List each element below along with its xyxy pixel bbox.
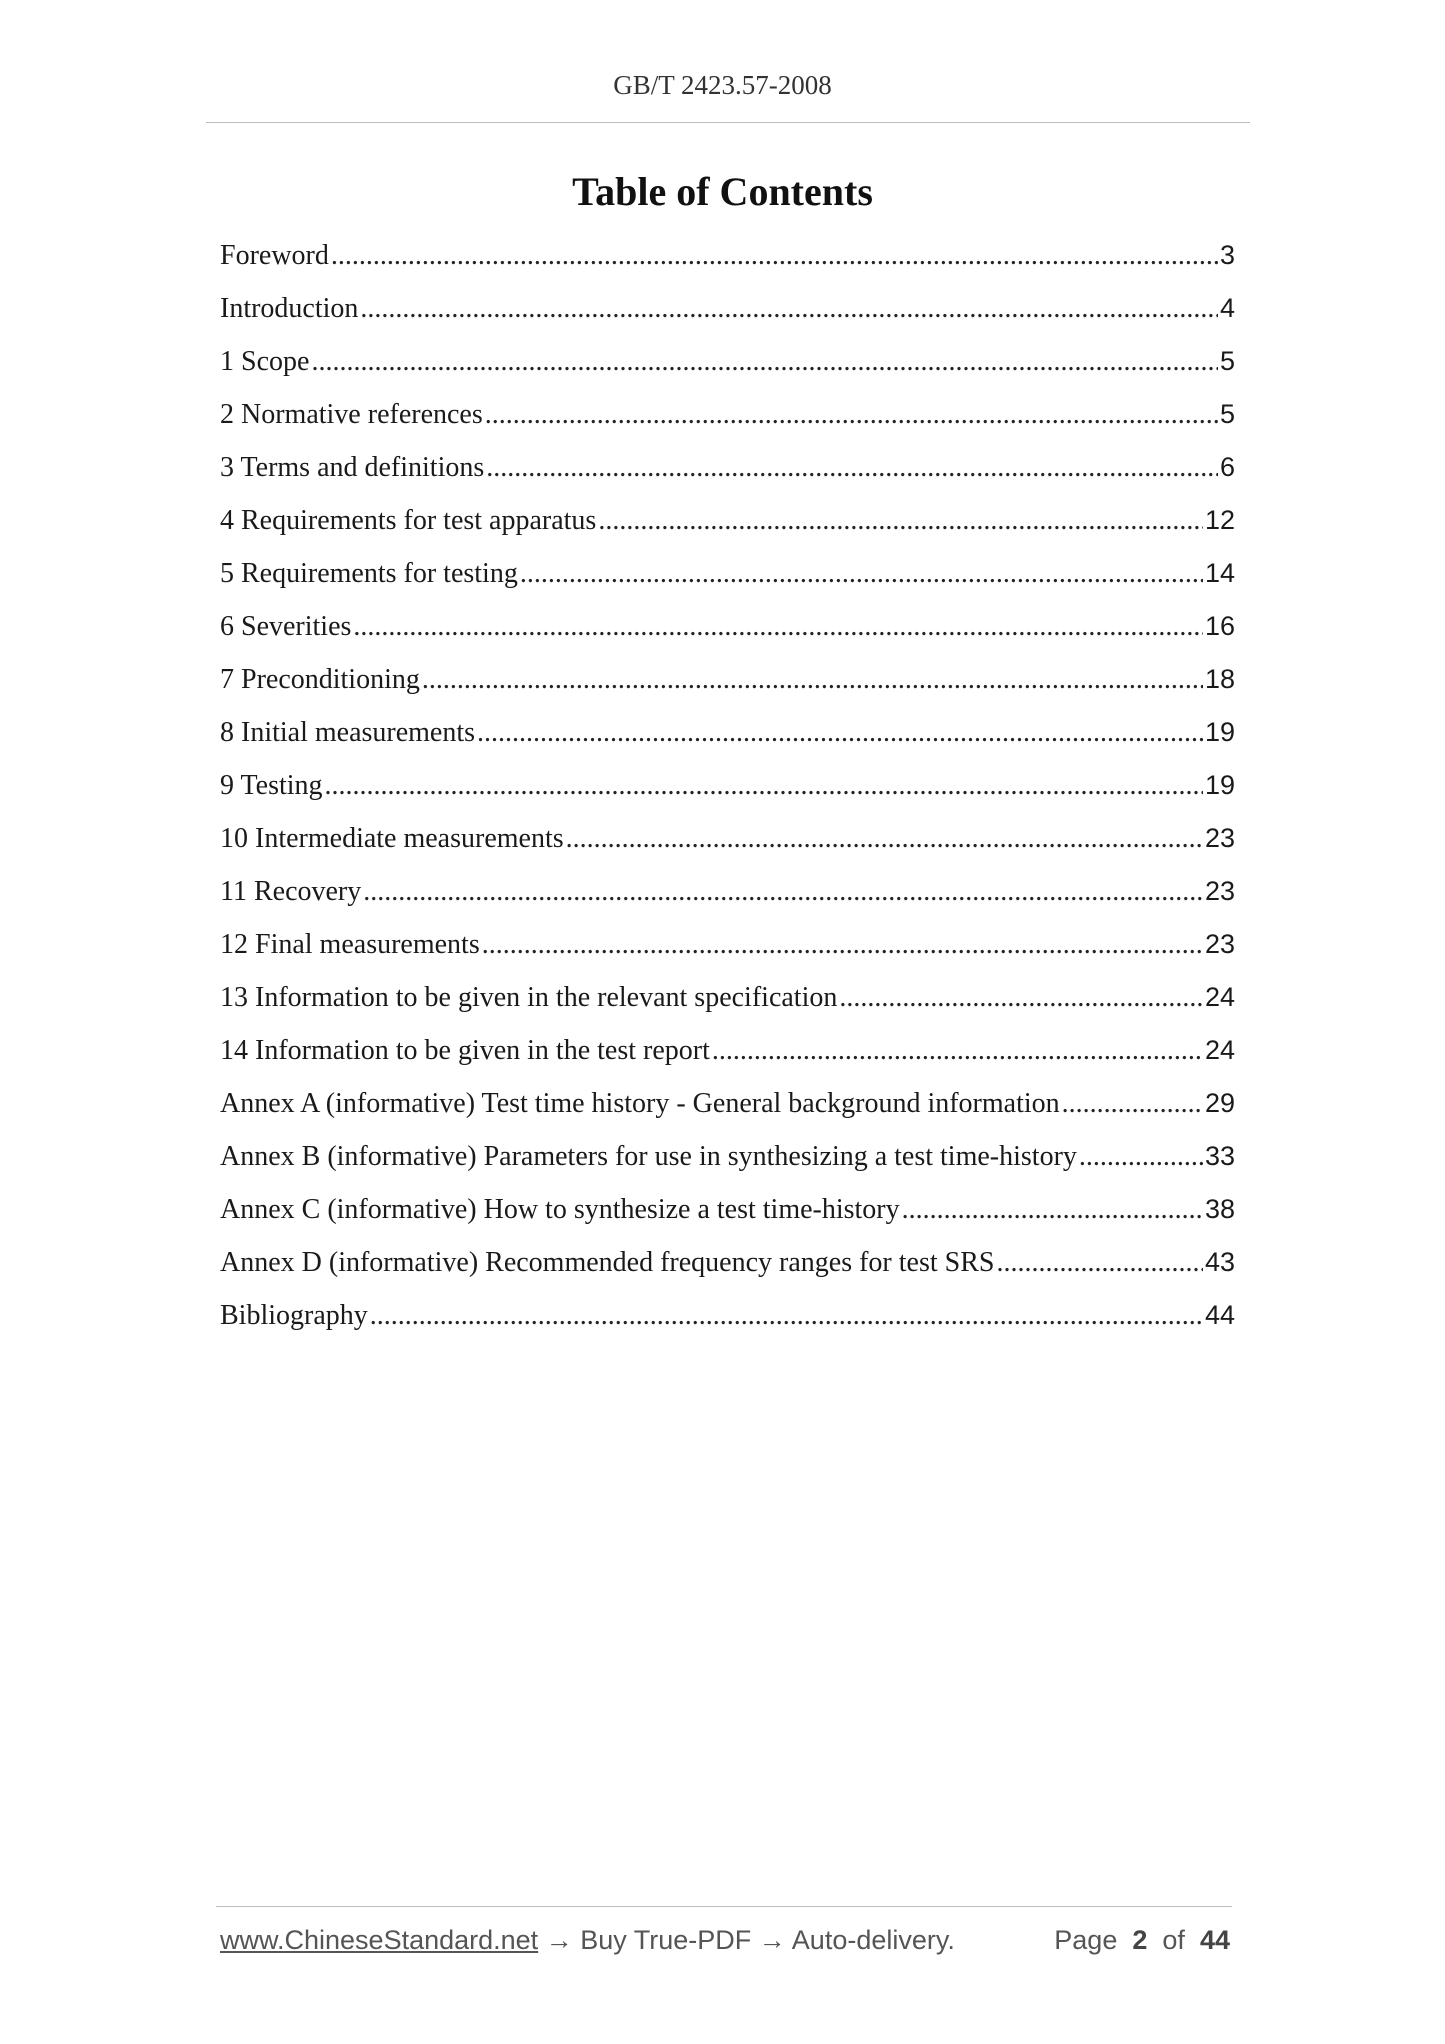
toc-dot-leader xyxy=(996,1247,1203,1279)
toc-entry-label: 7 Preconditioning xyxy=(220,664,420,695)
of-word: of xyxy=(1162,1925,1185,1955)
toc-entry[interactable] xyxy=(220,1088,1235,1141)
toc-entry[interactable] xyxy=(220,558,1235,611)
footer-promo xyxy=(220,1925,955,1956)
toc-entry[interactable] xyxy=(220,1247,1235,1300)
toc-dot-leader xyxy=(839,982,1203,1014)
toc-entry-page-number: 38 xyxy=(1204,1194,1235,1224)
toc-entry-page-number: 6 xyxy=(1219,452,1235,482)
toc-entry-label: 1 Scope xyxy=(220,346,310,377)
toc-dot-leader xyxy=(482,929,1203,961)
toc-entry[interactable] xyxy=(220,346,1235,399)
toc-entry-label: 12 Final measurements xyxy=(220,929,480,960)
toc-entry-label: 6 Severities xyxy=(220,611,352,642)
toc-entry[interactable] xyxy=(220,611,1235,664)
toc-entry[interactable] xyxy=(220,823,1235,876)
toc-entry[interactable] xyxy=(220,505,1235,558)
toc-entry-label: Introduction xyxy=(220,293,359,324)
toc-entry-label: Foreword xyxy=(220,240,329,271)
toc-entry-label: Annex D (informative) Recommended frequency ranges for test SRS xyxy=(220,1247,995,1278)
toc-entry-label: 11 Recovery xyxy=(220,876,362,907)
toc-entry[interactable] xyxy=(220,1035,1235,1088)
footer-divider xyxy=(216,1906,1232,1907)
toc-entry-page-number: 14 xyxy=(1204,558,1235,588)
toc-entry[interactable] xyxy=(220,982,1235,1035)
toc-entry[interactable] xyxy=(220,1141,1235,1194)
toc-entry-page-number: 23 xyxy=(1204,876,1235,906)
toc-dot-leader xyxy=(902,1194,1203,1226)
toc-entry-label: 8 Initial measurements xyxy=(220,717,476,748)
toc-entry-label: 13 Information to be given in the relevant specification xyxy=(220,982,838,1013)
page-counter xyxy=(1054,1925,1230,1956)
toc-dot-leader xyxy=(360,293,1218,325)
toc-dot-leader xyxy=(477,717,1203,749)
toc-entry-page-number: 4 xyxy=(1219,293,1235,323)
toc-dot-leader xyxy=(325,770,1203,802)
arrow-icon: → xyxy=(545,1925,573,1955)
toc-dot-leader xyxy=(311,346,1218,378)
delivery-text: Auto-delivery. xyxy=(791,1925,955,1955)
toc-entry-label: Bibliography xyxy=(220,1300,368,1331)
toc-entry-page-number: 3 xyxy=(1219,240,1235,270)
toc-entry-page-number: 12 xyxy=(1204,505,1235,535)
arrow-icon: → xyxy=(758,1925,786,1955)
toc-entry-page-number: 19 xyxy=(1204,717,1235,747)
toc-entry[interactable] xyxy=(220,293,1235,346)
toc-entry[interactable] xyxy=(220,240,1235,293)
toc-dot-leader xyxy=(486,452,1218,484)
toc-dot-leader xyxy=(422,664,1203,696)
toc-entry-page-number: 5 xyxy=(1219,399,1235,429)
toc-title: Table of Contents xyxy=(572,169,873,214)
toc-entry[interactable] xyxy=(220,770,1235,823)
toc-entry-page-number: 43 xyxy=(1204,1247,1235,1277)
toc-entry-page-number: 19 xyxy=(1204,770,1235,800)
toc-entry-page-number: 33 xyxy=(1204,1141,1235,1171)
toc-entry-page-number: 5 xyxy=(1219,346,1235,376)
toc-entry[interactable] xyxy=(220,1194,1235,1247)
toc-entry[interactable] xyxy=(220,929,1235,982)
toc-entry-label: 3 Terms and definitions xyxy=(220,452,485,483)
toc-entry[interactable] xyxy=(220,399,1235,452)
toc-dot-leader xyxy=(598,505,1203,537)
toc-entry-page-number: 23 xyxy=(1204,823,1235,853)
page-word: Page xyxy=(1054,1925,1118,1955)
toc-entry-page-number: 29 xyxy=(1204,1088,1235,1118)
toc-entry-label: Annex C (informative) How to synthesize a test time-history xyxy=(220,1194,900,1225)
toc-dot-leader xyxy=(1079,1141,1203,1173)
toc-entry[interactable] xyxy=(220,717,1235,770)
toc-dot-leader xyxy=(566,823,1203,855)
toc-dot-leader xyxy=(370,1300,1203,1332)
toc-entry-label: 9 Testing xyxy=(220,770,323,801)
website-link[interactable]: www.ChineseStandard.net xyxy=(220,1925,539,1955)
toc-entry-page-number: 18 xyxy=(1204,664,1235,694)
toc-entry-label: 5 Requirements for testing xyxy=(220,558,518,589)
toc-dot-leader xyxy=(485,399,1218,431)
toc-entry-label: Annex A (informative) Test time history - General background information xyxy=(220,1088,1060,1119)
header-divider xyxy=(206,122,1250,123)
toc-entry-page-number: 24 xyxy=(1204,1035,1235,1065)
toc-entry-label: 2 Normative references xyxy=(220,399,483,430)
toc-dot-leader xyxy=(1062,1088,1203,1120)
buy-text: Buy True-PDF xyxy=(580,1925,752,1955)
toc-dot-leader xyxy=(520,558,1203,590)
toc-entry[interactable] xyxy=(220,664,1235,717)
toc-dot-leader xyxy=(363,876,1203,908)
toc-dot-leader xyxy=(353,611,1203,643)
toc-dot-leader xyxy=(712,1035,1203,1067)
toc-dot-leader xyxy=(331,240,1218,272)
toc-entry-label: 14 Information to be given in the test report xyxy=(220,1035,710,1066)
toc-entry-page-number: 16 xyxy=(1204,611,1235,641)
document-header: GB/T 2423.57-2008 xyxy=(613,70,832,100)
toc-entry[interactable] xyxy=(220,876,1235,929)
toc-entry-page-number: 23 xyxy=(1204,929,1235,959)
toc-entry[interactable] xyxy=(220,452,1235,505)
toc-entry-page-number: 44 xyxy=(1204,1300,1235,1330)
total-pages-number: 44 xyxy=(1199,1925,1230,1955)
toc-entry-label: Annex B (informative) Parameters for use in synthesizing a test time-history xyxy=(220,1141,1077,1172)
toc-entry-label: 10 Intermediate measurements xyxy=(220,823,564,854)
current-page-number: 2 xyxy=(1132,1925,1148,1955)
toc-list xyxy=(220,240,1235,1353)
toc-entry[interactable] xyxy=(220,1300,1235,1353)
toc-entry-label: 4 Requirements for test apparatus xyxy=(220,505,597,536)
toc-entry-page-number: 24 xyxy=(1204,982,1235,1012)
